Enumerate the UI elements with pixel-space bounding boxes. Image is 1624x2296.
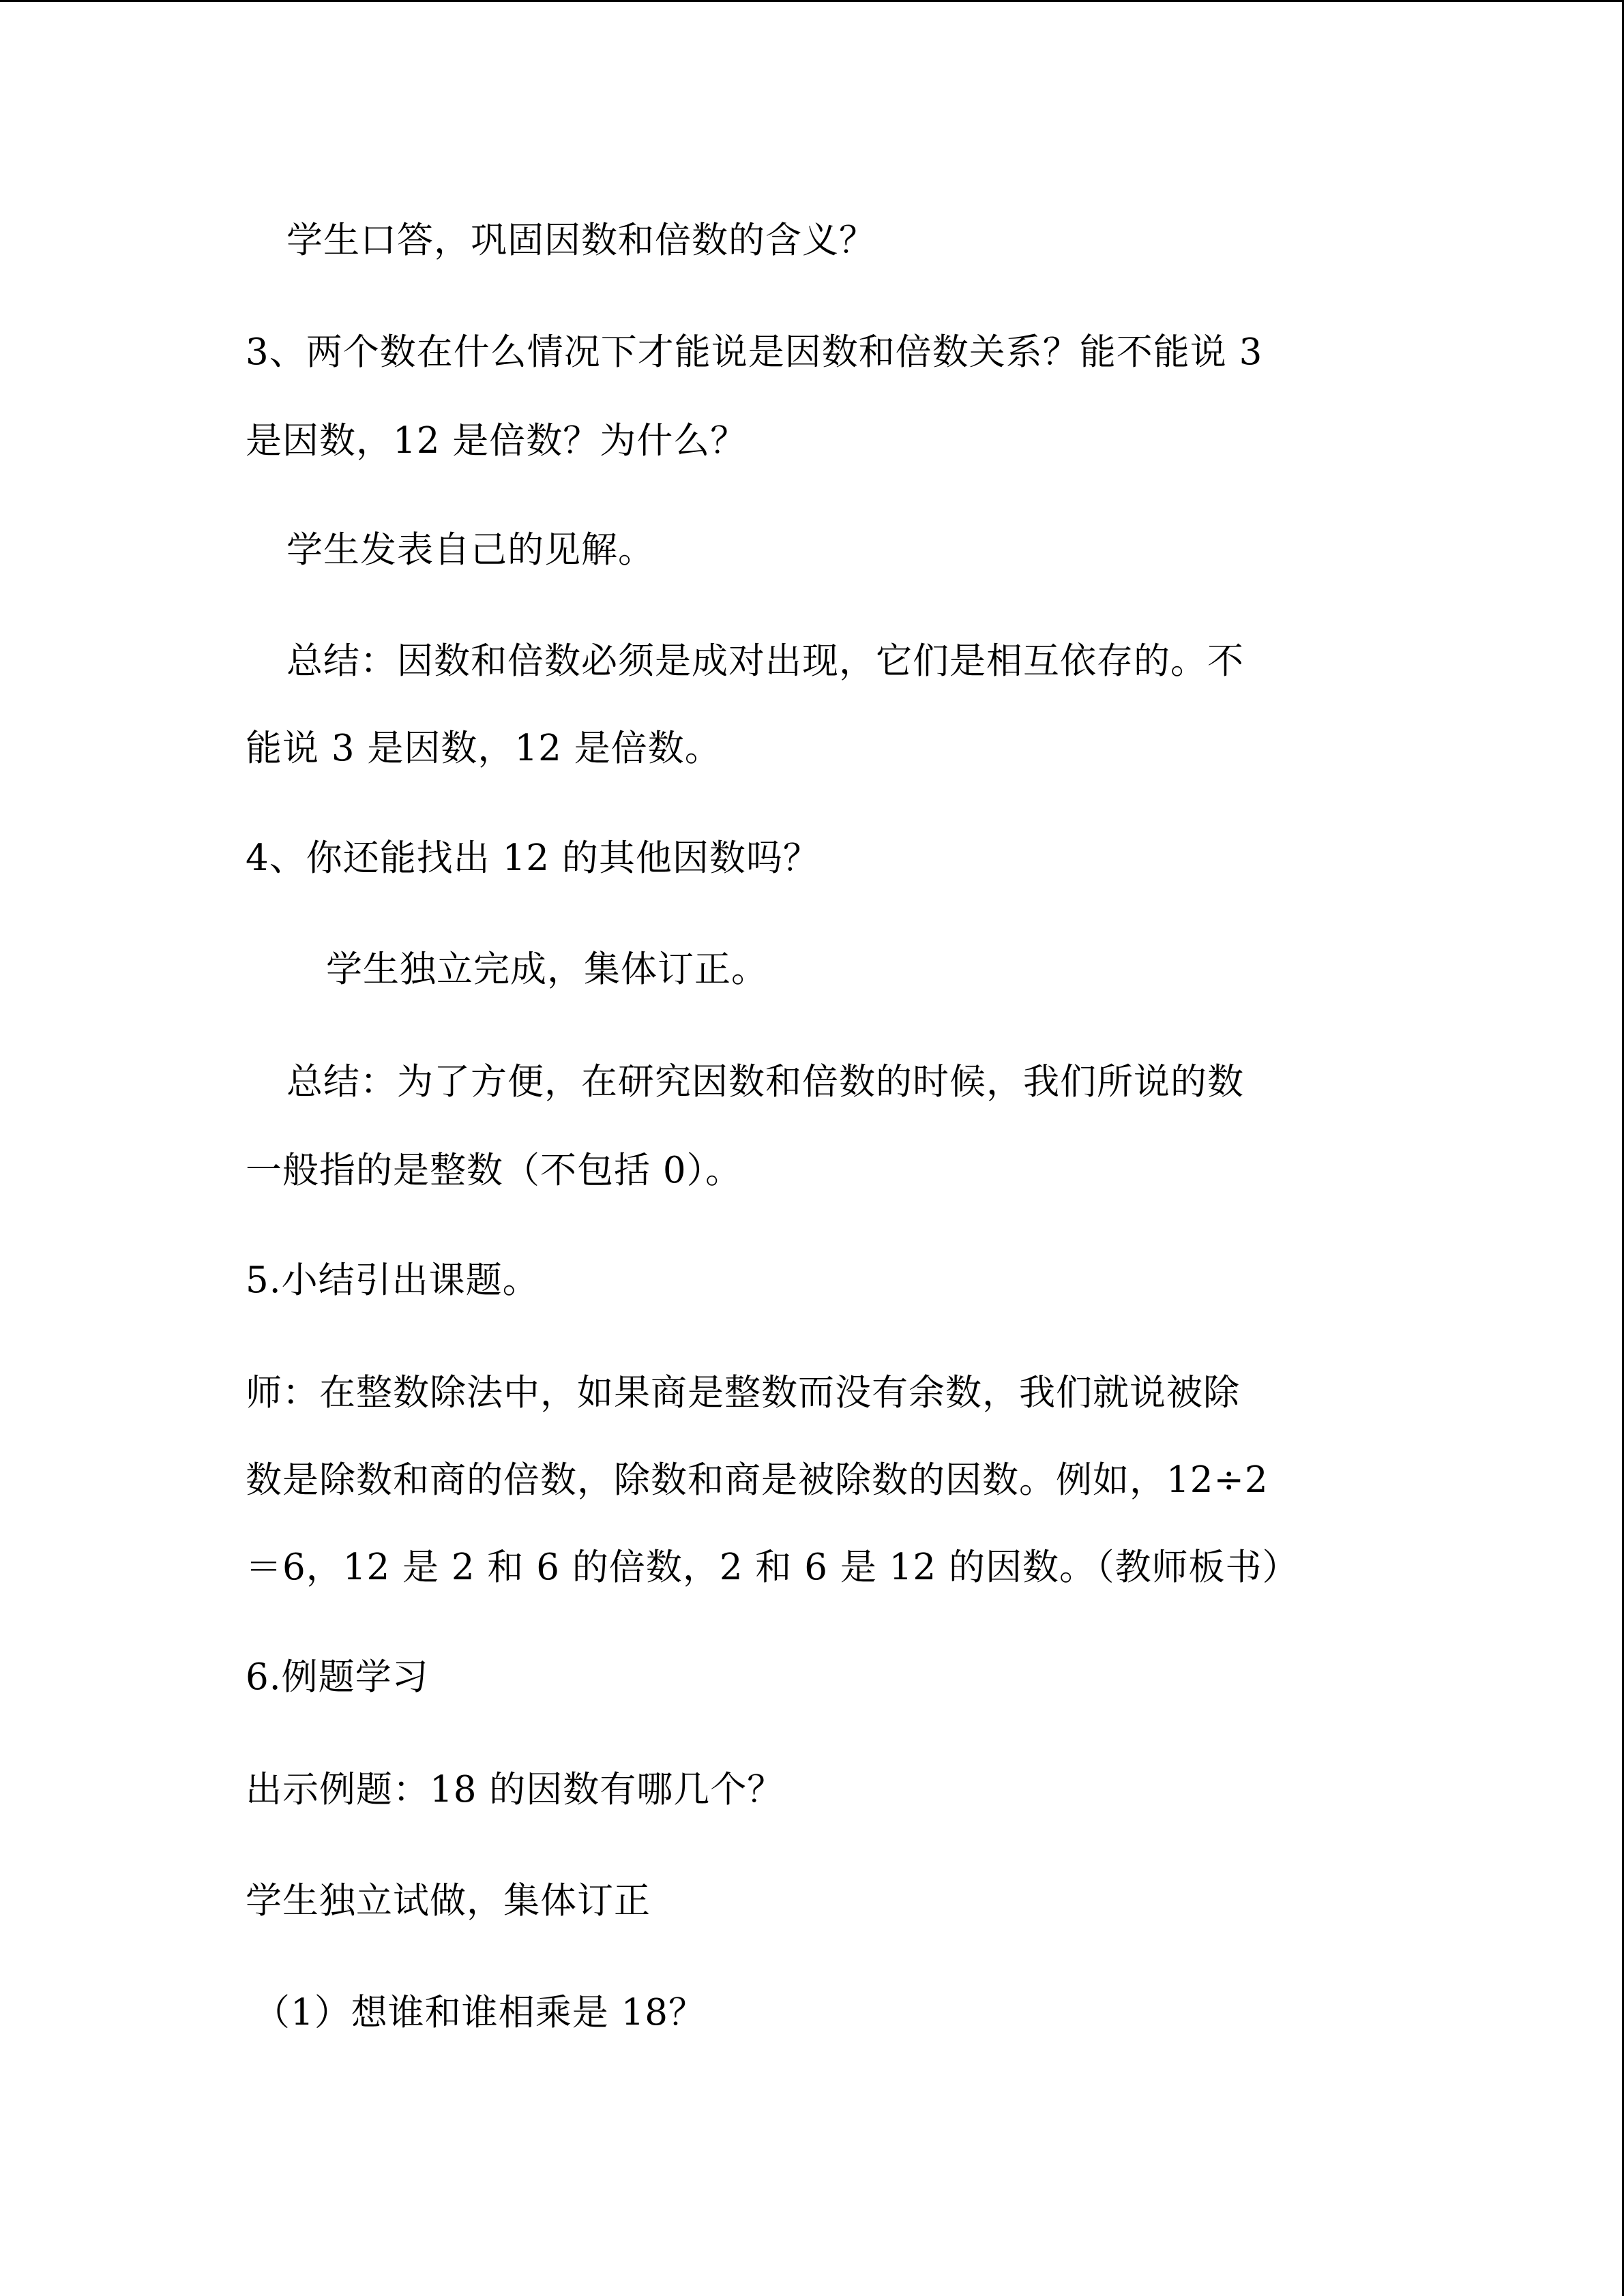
paragraph-line: 学生口答，巩固因数和倍数的含义？ xyxy=(286,220,876,261)
paragraph-line: 学生发表自己的见解。 xyxy=(286,529,655,571)
paragraph-line: ＝6，12 是 2 和 6 的倍数，2 和 6 是 12 的因数。（教师板书） xyxy=(246,1547,1299,1588)
paragraph-line: 能说 3 是因数，12 是倍数。 xyxy=(246,728,722,769)
paragraph-line: 出示例题：18 的因数有哪几个？ xyxy=(246,1769,784,1810)
paragraph-line: 师：在整数除法中，如果商是整数而没有余数，我们就说被除 xyxy=(246,1372,1240,1414)
paragraph-line: 数是除数和商的倍数，除数和商是被除数的因数。例如，12÷2 xyxy=(246,1459,1269,1501)
paragraph-line: （1）想谁和谁相乘是 18？ xyxy=(254,1992,706,2033)
page-border-top xyxy=(0,0,1624,2)
paragraph-line: 3、两个数在什么情况下才能说是因数和倍数关系？能不能说 3 xyxy=(246,331,1263,373)
paragraph-line: 总结：因数和倍数必须是成对出现，它们是相互依存的。不 xyxy=(286,640,1244,682)
paragraph-line: 学生独立试做，集体订正 xyxy=(246,1880,651,1922)
paragraph-line: 一般指的是整数（不包括 0）。 xyxy=(246,1150,743,1191)
paragraph-line: 是因数，12 是倍数？为什么？ xyxy=(246,420,748,462)
paragraph-line: 4、你还能找出 12 的其他因数吗？ xyxy=(246,837,820,879)
paragraph-line: 6.例题学习 xyxy=(246,1656,429,1698)
paragraph-line: 学生独立完成，集体订正。 xyxy=(326,949,768,990)
paragraph-line: 5.小结引出课题。 xyxy=(246,1259,540,1301)
paragraph-line: 总结：为了方便，在研究因数和倍数的时候，我们所说的数 xyxy=(286,1061,1244,1103)
